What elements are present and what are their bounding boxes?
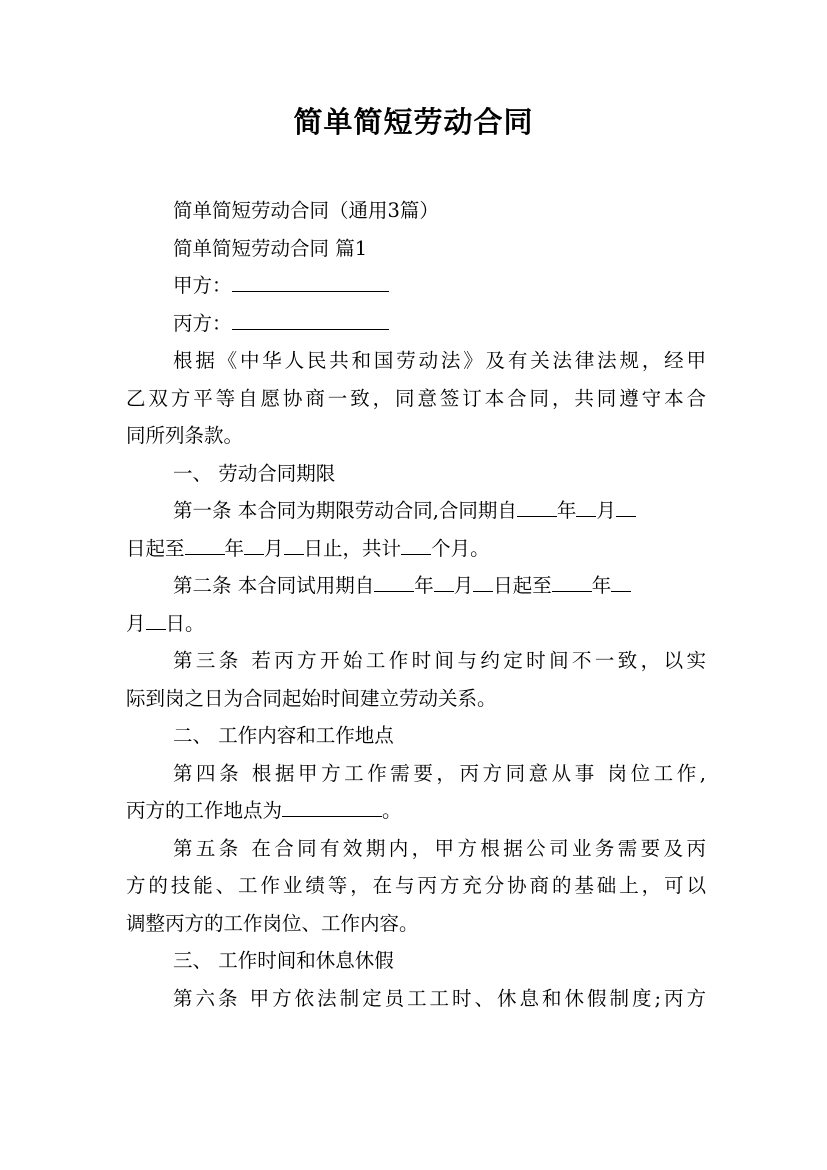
article-line	[126, 867, 706, 905]
date-unit: 年	[591, 574, 612, 597]
article-text: 第一条 本合同为期限劳动合同,合同期自	[173, 499, 517, 522]
paragraph-line	[126, 342, 706, 380]
party-c-line	[126, 305, 706, 343]
date-unit: 月	[264, 536, 284, 560]
date-unit: 月	[596, 499, 616, 522]
article-text: 第四条 根据甲方工作需要，丙方同意从事 岗位工作,	[173, 761, 706, 785]
article-text: 第二条 本合同试用期自	[173, 574, 375, 597]
subtitle-line	[126, 192, 706, 230]
article-text: 第五条 在合同有效期内，甲方根据公司业务需要及丙	[173, 836, 706, 860]
day-blank	[146, 605, 166, 630]
article-text: 际到岗之日为合同起始时间建立劳动关系。	[126, 686, 497, 710]
article-line	[126, 680, 706, 718]
chapter-heading-line	[126, 717, 706, 755]
chapter-heading-line	[126, 942, 706, 980]
date-unit: 月	[126, 611, 146, 635]
year-blank	[374, 567, 414, 592]
party-a-blank	[232, 267, 389, 292]
paragraph-line	[126, 417, 706, 455]
article-text: 调整丙方的工作岗位、工作内容。	[126, 911, 419, 935]
date-unit: 日。	[165, 611, 205, 635]
months-blank	[401, 530, 431, 555]
paragraph-text: 根据《中华人民共和国劳动法》及有关法律法规，经甲	[173, 349, 706, 372]
article-line	[126, 755, 706, 793]
article-line	[126, 792, 706, 830]
article-line	[126, 980, 706, 1018]
article-text: 方的技能、工作业绩等，在与丙方充分协商的基础上，可以	[126, 874, 706, 897]
date-unit: 日起至	[126, 536, 185, 560]
month-blank	[611, 567, 631, 592]
day-blank	[616, 492, 636, 517]
party-c-blank	[232, 305, 389, 330]
date-unit: 日止，共计	[303, 536, 402, 560]
date-unit: 日起至	[493, 574, 552, 597]
document-title: 简单简短劳动合同	[293, 105, 534, 139]
date-unit: 年	[224, 536, 245, 560]
party-c-label: 丙方：	[173, 311, 232, 335]
article-line	[126, 642, 706, 680]
year-blank	[552, 567, 592, 592]
document-body	[126, 192, 706, 1017]
section-heading-line	[126, 230, 706, 268]
paragraph-text: 同所列条款。	[126, 424, 244, 447]
month-blank	[576, 492, 596, 517]
party-a-label: 甲方：	[173, 274, 232, 297]
article-text: 丙方的工作地点为	[126, 799, 283, 822]
section-heading-text: 简单简短劳动合同 篇1	[173, 236, 368, 260]
workplace-blank	[282, 792, 382, 817]
date-unit: 年	[556, 499, 577, 522]
date-unit: 月	[453, 574, 474, 597]
chapter-heading-line	[126, 455, 706, 493]
subtitle-text: 简单简短劳动合同（通用3篇）	[173, 199, 439, 222]
article-text: 第三条 若丙方开始工作时间与约定时间不一致，以实	[173, 649, 706, 672]
date-unit: 个月。	[431, 536, 490, 560]
article-line	[126, 605, 706, 643]
day-blank	[473, 567, 493, 592]
year-blank	[185, 530, 225, 555]
article-text: 。	[382, 799, 402, 822]
article-line	[126, 830, 706, 868]
chapter-heading-text: 二、 工作内容和工作地点	[173, 724, 394, 747]
chapter-heading-text: 三、 工作时间和休息休假	[173, 949, 394, 972]
article-line	[126, 905, 706, 943]
date-unit: 年	[414, 574, 434, 597]
article-line	[126, 492, 706, 530]
chapter-heading-text: 一、 劳动合同期限	[173, 461, 336, 485]
party-a-line	[126, 267, 706, 305]
year-blank	[517, 492, 557, 517]
paragraph-text: 乙双方平等自愿协商一致，同意签订本合同，共同遵守本合	[126, 386, 706, 410]
article-line	[126, 567, 706, 605]
day-blank	[284, 530, 304, 555]
article-text: 第六条 甲方依法制定员工工时、休息和休假制度;丙方	[173, 986, 706, 1010]
month-blank	[434, 567, 454, 592]
paragraph-line	[126, 380, 706, 418]
month-blank	[244, 530, 264, 555]
article-line	[126, 530, 706, 568]
